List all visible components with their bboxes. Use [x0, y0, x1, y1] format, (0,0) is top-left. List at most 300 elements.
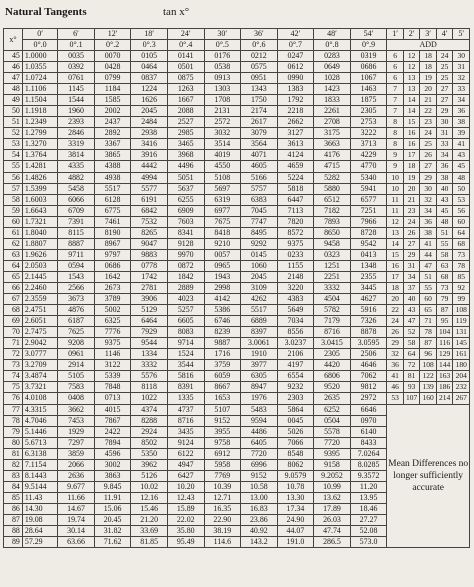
tangent-value-cell: 4.7046: [22, 415, 57, 426]
degree-cell: 88: [4, 526, 23, 537]
tangent-value-cell: 0145: [241, 249, 278, 260]
tangent-value-cell: 5958: [204, 459, 241, 470]
tangent-value-cell: 3032: [204, 128, 241, 139]
tangent-value-cell: 3367: [94, 139, 131, 150]
tangent-value-cell: 10.58: [241, 481, 278, 492]
tangent-value-cell: 6140: [350, 426, 387, 437]
tangent-value-cell: 9152: [204, 415, 241, 426]
tangent-value-cell: 6128: [94, 194, 131, 205]
mean-difference-cell: 144: [436, 360, 453, 371]
tangent-value-cell: 0283: [314, 51, 351, 62]
mean-difference-cell: 27: [420, 161, 437, 172]
mean-difference-cell: 32: [420, 194, 437, 205]
tangent-value-cell: 6909: [167, 205, 204, 216]
mean-difference-cell: 16: [387, 260, 404, 271]
mean-difference-cell: 81: [403, 371, 420, 382]
tangent-value-cell: 6554: [277, 371, 314, 382]
mean-difference-cell: 15: [387, 249, 404, 260]
tangent-value-cell: 1383: [277, 84, 314, 95]
mean-difference-cell: 26: [420, 150, 437, 161]
tangent-value-cell: 9.5144: [22, 481, 57, 492]
mean-difference-cell: 18: [387, 282, 404, 293]
tangent-value-cell: 3906: [131, 294, 168, 305]
mean-difference-cell: 17: [387, 271, 404, 282]
tangent-value-cell: 12.16: [131, 492, 168, 503]
tangent-value-cell: 8.1443: [22, 470, 57, 481]
mean-difference-cell: 34: [420, 205, 437, 216]
tangent-value-cell: 5350: [131, 448, 168, 459]
mean-difference-cell: 20: [403, 183, 420, 194]
mean-difference-cell: 40: [403, 294, 420, 305]
tangent-value-cell: 0035: [58, 51, 95, 62]
page-title: Natural Tangents: [5, 6, 87, 18]
tangent-value-cell: 8967: [94, 238, 131, 249]
header-diff-minute-cell: 1′: [387, 29, 404, 40]
tangent-value-cell: 8650: [314, 227, 351, 238]
tangent-value-cell: 191.0: [277, 537, 314, 548]
tangent-value-cell: 2.7475: [22, 327, 57, 338]
tangent-value-cell: 8418: [204, 227, 241, 238]
mean-difference-cell: 15: [403, 117, 420, 128]
tangent-value-cell: 81.85: [131, 537, 168, 548]
tangent-value-cell: 19.74: [58, 514, 95, 525]
degree-cell: 72: [4, 349, 23, 360]
tangent-value-cell: 1.3764: [22, 150, 57, 161]
degree-cell: 52: [4, 128, 23, 139]
tangent-value-cell: 1348: [350, 260, 387, 271]
tangent-value-cell: 3968: [167, 150, 204, 161]
tangent-value-cell: 2972: [350, 393, 387, 404]
tangent-value-cell: 5105: [58, 371, 95, 382]
mean-difference-cell: 18: [403, 161, 420, 172]
tangent-value-cell: 9152: [241, 470, 278, 481]
tangent-value-cell: 1334: [131, 349, 168, 360]
tangent-value-cell: 44.07: [277, 526, 314, 537]
mean-difference-cell: 204: [453, 371, 470, 382]
tangent-value-cell: 3814: [58, 150, 95, 161]
tangent-value-cell: 4176: [314, 150, 351, 161]
tangent-value-cell: 8397: [241, 327, 278, 338]
mean-difference-cell: 7: [387, 106, 404, 117]
tangent-value-cell: 1028: [314, 73, 351, 84]
header-decimal-degree-cell: 0°.9: [350, 40, 387, 51]
mean-difference-cell: 20: [387, 294, 404, 305]
tangent-value-cell: 8667: [204, 382, 241, 393]
tangent-value-cell: 2.9042: [22, 338, 57, 349]
tangent-value-cell: 15.46: [131, 503, 168, 514]
tangent-value-cell: 1929: [58, 426, 95, 437]
tangent-value-cell: 26.03: [314, 514, 351, 525]
tangent-value-cell: 2.4751: [22, 305, 57, 316]
header-diff-minute-cell: 4′: [436, 29, 453, 40]
tangent-value-cell: 9.0579: [277, 470, 314, 481]
mean-difference-cell: 139: [420, 382, 437, 393]
tangent-value-cell: 5386: [204, 305, 241, 316]
tangent-value-cell: 2148: [277, 271, 314, 282]
tangent-value-cell: 4124: [277, 150, 314, 161]
tangent-value-cell: 4.0108: [22, 393, 57, 404]
tangent-value-cell: 1.0724: [22, 73, 57, 84]
tangent-value-cell: 7929: [131, 327, 168, 338]
tangent-value-cell: 7.0264: [350, 448, 387, 459]
mean-difference-cell: 31: [403, 260, 420, 271]
header-decimal-degree-cell: 0°.0: [22, 40, 57, 51]
mean-difference-cell: 22: [420, 106, 437, 117]
mean-difference-cell: 145: [453, 338, 470, 349]
mean-difference-cell: 36: [436, 161, 453, 172]
mean-difference-cell: 99: [453, 294, 470, 305]
mean-difference-cell: 160: [420, 393, 437, 404]
tangent-value-cell: 15.06: [94, 503, 131, 514]
tangent-value-cell: 2527: [167, 117, 204, 128]
tangent-value-cell: 2506: [350, 349, 387, 360]
mean-difference-cell: 8: [387, 139, 404, 150]
tangent-value-cell: 63.66: [58, 537, 95, 548]
tangent-value-cell: 6252: [314, 404, 351, 415]
header-decimal-degree-cell: 0°.1: [58, 40, 95, 51]
mean-difference-cell: 41: [420, 238, 437, 249]
header-decimal-degree-cell: 0°.4: [167, 40, 204, 51]
table-row: [4, 216, 470, 227]
degree-cell: 58: [4, 194, 23, 205]
tangent-value-cell: 2393: [58, 117, 95, 128]
tangent-value-cell: 0212: [241, 51, 278, 62]
tangent-value-cell: 12.43: [167, 492, 204, 503]
tangent-value-cell: 10.02: [131, 481, 168, 492]
table-row: [4, 95, 470, 106]
degree-cell: 76: [4, 393, 23, 404]
mean-difference-cell: 51: [420, 271, 437, 282]
mean-difference-cell: 232: [453, 382, 470, 393]
tangent-value-cell: 1.4826: [22, 172, 57, 183]
tangent-value-cell: 5577: [131, 183, 168, 194]
tangent-value-cell: 1626: [131, 95, 168, 106]
tangent-value-cell: 0176: [204, 51, 241, 62]
tangent-value-cell: 22.02: [167, 514, 204, 525]
tangent-value-cell: 4335: [58, 161, 95, 172]
header-diff-minute-cell: 2′: [403, 29, 420, 40]
tangent-value-cell: 0105: [131, 51, 168, 62]
tangent-value-cell: 9887: [204, 338, 241, 349]
tangent-value-cell: 10.20: [167, 481, 204, 492]
tangent-value-cell: 2.2460: [22, 282, 57, 293]
tangent-value-cell: 17.34: [277, 503, 314, 514]
tangent-value-cell: 2.1445: [22, 271, 57, 282]
mean-difference-cell: 9: [387, 161, 404, 172]
mean-difference-cell: 14: [403, 95, 420, 106]
degree-cell: 51: [4, 117, 23, 128]
mean-difference-cell: 122: [420, 371, 437, 382]
tangent-value-cell: 2985: [167, 128, 204, 139]
tangent-value-cell: 7326: [350, 316, 387, 327]
header-minute-cell: 54′: [350, 29, 387, 40]
tangent-value-cell: 3122: [94, 360, 131, 371]
tangent-value-cell: 8947: [241, 382, 278, 393]
tangent-value-cell: 0464: [131, 62, 168, 73]
tangent-value-cell: 7747: [241, 216, 278, 227]
mean-difference-cell: 12: [403, 62, 420, 73]
tangent-value-cell: 4486: [241, 426, 278, 437]
tangent-value-cell: 0392: [58, 62, 95, 73]
mean-difference-cell: 39: [453, 128, 470, 139]
tangent-value-cell: 7453: [58, 415, 95, 426]
tangent-value-cell: 24.90: [277, 514, 314, 525]
tangent-value-cell: 8062: [277, 459, 314, 470]
mean-difference-cell: 48: [453, 172, 470, 183]
tangent-value-cell: 2924: [131, 426, 168, 437]
header-degree-cell: x°: [4, 29, 23, 51]
degree-cell: 47: [4, 73, 23, 84]
tangent-value-cell: 8115: [58, 227, 95, 238]
tangent-value-cell: 0965: [204, 260, 241, 271]
degree-cell: 81: [4, 448, 23, 459]
tangent-value-cell: 8.0285: [350, 459, 387, 470]
tangent-value-cell: 9232: [277, 382, 314, 393]
mean-difference-cell: 34: [403, 271, 420, 282]
mean-difference-cell: 29: [420, 172, 437, 183]
mean-difference-cell: 19: [403, 172, 420, 183]
tangent-value-cell: 1960: [58, 106, 95, 117]
tangent-value-cell: 7179: [314, 316, 351, 327]
mean-difference-cell: 24: [420, 128, 437, 139]
table-row: [4, 227, 470, 238]
tangent-value-cell: 3465: [167, 139, 204, 150]
tangent-value-cell: 4442: [131, 161, 168, 172]
tangent-value-cell: 0951: [241, 73, 278, 84]
mean-difference-cell: 25: [420, 139, 437, 150]
degree-cell: 57: [4, 183, 23, 194]
tangent-value-cell: 5282: [314, 172, 351, 183]
tangent-value-cell: 31.82: [94, 526, 131, 537]
tangent-value-cell: 6746: [204, 316, 241, 327]
tangent-value-cell: 1910: [241, 349, 278, 360]
header-minute-cell: 12′: [94, 29, 131, 40]
tangent-value-cell: 9520: [314, 382, 351, 393]
tangent-value-cell: 0686: [94, 260, 131, 271]
tangent-value-cell: 1.5399: [22, 183, 57, 194]
tangent-value-cell: 2484: [131, 117, 168, 128]
header-minute-cell: 42′: [277, 29, 314, 40]
mean-difference-cell: 16: [403, 139, 420, 150]
tangent-value-cell: 4715: [314, 161, 351, 172]
tangent-value-cell: 11.66: [58, 492, 95, 503]
mean-difference-cell: 107: [403, 393, 420, 404]
tangent-value-cell: 5051: [167, 172, 204, 183]
tangent-value-cell: 1875: [350, 95, 387, 106]
tangent-value-cell: 3127: [277, 128, 314, 139]
mean-difference-cell: 36: [387, 360, 404, 371]
mean-difference-cell: 8: [387, 128, 404, 139]
tangent-value-cell: 2437: [94, 117, 131, 128]
mean-difference-cell: 47: [420, 260, 437, 271]
mean-difference-cell: 11: [387, 205, 404, 216]
mean-difference-cell: 40: [436, 183, 453, 194]
tangent-value-cell: 3713: [350, 139, 387, 150]
tangent-value-cell: 1.6003: [22, 194, 57, 205]
tangent-value-cell: 33.69: [131, 526, 168, 537]
tangent-value-cell: 1463: [350, 84, 387, 95]
tangent-value-cell: 6319: [204, 194, 241, 205]
tangent-value-cell: 6464: [131, 316, 168, 327]
tangent-value-cell: 11.43: [22, 492, 57, 503]
mean-difference-cell: 31: [436, 128, 453, 139]
mean-difference-cell: 267: [453, 393, 470, 404]
tangent-value-cell: 6447: [277, 194, 314, 205]
tangent-value-cell: 3.4874: [22, 371, 57, 382]
mean-difference-cell: 55: [420, 282, 437, 293]
tangent-value-cell: 2572: [204, 117, 241, 128]
tangent-value-cell: 3863: [94, 470, 131, 481]
tangent-value-cell: 7066: [277, 437, 314, 448]
tangent-value-cell: 1742: [131, 271, 168, 282]
table-row: [4, 404, 470, 415]
mean-difference-cell: 108: [420, 360, 437, 371]
degree-cell: 77: [4, 404, 23, 415]
tangent-value-cell: 9158: [314, 459, 351, 470]
tangent-value-cell: 0913: [204, 73, 241, 84]
tangent-value-cell: 1543: [58, 271, 95, 282]
mean-difference-cell: 19: [420, 73, 437, 84]
mean-difference-cell: 93: [403, 382, 420, 393]
tangent-value-cell: 6806: [314, 371, 351, 382]
tangent-value-cell: 1263: [167, 84, 204, 95]
tangent-value-cell: 2617: [241, 117, 278, 128]
tangent-value-cell: 1423: [314, 84, 351, 95]
tangent-value-cell: 1145: [58, 84, 95, 95]
header: [0, 0, 474, 27]
tangent-value-cell: 2002: [94, 106, 131, 117]
tangent-value-cell: 2914: [58, 360, 95, 371]
tangent-value-cell: 3.0777: [22, 349, 57, 360]
tangent-value-cell: 3865: [94, 150, 131, 161]
tangent-value-cell: 8083: [167, 327, 204, 338]
tangent-value-cell: 1708: [204, 95, 241, 106]
mean-difference-cell: 79: [436, 294, 453, 305]
tangent-value-cell: 2303: [277, 393, 314, 404]
mean-difference-cell: 64: [403, 349, 420, 360]
tangent-value-cell: 2662: [277, 117, 314, 128]
tangent-value-cell: 6842: [131, 205, 168, 216]
tangent-value-cell: 3.0061: [241, 338, 278, 349]
tangent-value-cell: 0408: [58, 393, 95, 404]
tangent-value-cell: 7720: [241, 448, 278, 459]
mean-difference-cell: 51: [436, 227, 453, 238]
tangent-value-cell: 1.3270: [22, 139, 57, 150]
tangent-value-cell: 3416: [131, 139, 168, 150]
header-minute-cell: 30′: [204, 29, 241, 40]
tangent-value-cell: 0538: [204, 62, 241, 73]
mean-difference-cell: 13: [403, 84, 420, 95]
tangent-value-cell: 13.00: [241, 492, 278, 503]
tangent-value-cell: 4737: [167, 404, 204, 415]
tangent-value-cell: 1716: [204, 349, 241, 360]
tangent-value-cell: 1.8807: [22, 238, 57, 249]
header-decimal-degree-cell: 0°.7: [277, 40, 314, 51]
tangent-value-cell: 7848: [94, 382, 131, 393]
tangent-value-cell: 0799: [94, 73, 131, 84]
tangent-value-cell: 9714: [167, 338, 204, 349]
mean-difference-cell: 129: [436, 349, 453, 360]
mean-difference-cell: 6: [387, 62, 404, 73]
mean-difference-cell: 11: [387, 194, 404, 205]
mean-difference-cell: 48: [436, 216, 453, 227]
tangent-value-cell: 19.08: [22, 514, 57, 525]
tangent-value-cell: 7182: [314, 205, 351, 216]
mean-difference-cell: 12: [387, 216, 404, 227]
tangent-value-cell: 1667: [167, 95, 204, 106]
tangent-value-cell: 3109: [241, 282, 278, 293]
tangent-value-cell: 0428: [94, 62, 131, 73]
header-decimal-degree-cell: 0°.8: [314, 40, 351, 51]
header-row-minutes: [4, 29, 470, 40]
tangent-value-cell: 9970: [167, 249, 204, 260]
tangent-value-cell: 2998: [204, 282, 241, 293]
tangent-value-cell: 6775: [94, 205, 131, 216]
mean-difference-cell: 45: [453, 161, 470, 172]
tangent-value-cell: 1060: [241, 260, 278, 271]
tangent-value-cell: 12.71: [204, 492, 241, 503]
tangent-value-cell: 8548: [277, 448, 314, 459]
mean-difference-cell: 7: [387, 95, 404, 106]
tangent-value-cell: 1976: [241, 393, 278, 404]
tangent-value-cell: 0837: [131, 73, 168, 84]
mean-difference-cell: 8: [387, 117, 404, 128]
tangent-value-cell: 2846: [58, 128, 95, 139]
table-row: [4, 249, 470, 260]
tangent-value-cell: 9458: [314, 238, 351, 249]
mean-difference-cell: 30: [453, 51, 470, 62]
mean-difference-cell: 64: [453, 227, 470, 238]
degree-cell: 85: [4, 492, 23, 503]
tangent-value-cell: 0141: [167, 51, 204, 62]
degree-cell: 73: [4, 360, 23, 371]
tangent-value-cell: 0778: [131, 260, 168, 271]
tangent-value-cell: 8887: [58, 238, 95, 249]
tangent-value-cell: 0323: [314, 249, 351, 260]
mean-difference-cell: 63: [436, 260, 453, 271]
tangent-value-cell: 286.5: [314, 537, 351, 548]
tangent-value-cell: 8341: [167, 227, 204, 238]
table-row: [4, 393, 470, 404]
tangent-value-cell: 6977: [204, 205, 241, 216]
tangent-value-cell: 5697: [204, 183, 241, 194]
degree-cell: 63: [4, 249, 23, 260]
tangent-value-cell: 9047: [131, 238, 168, 249]
tangent-value-cell: 2131: [204, 106, 241, 117]
tangent-value-cell: 6325: [94, 316, 131, 327]
tangent-value-cell: 0501: [167, 62, 204, 73]
tangent-value-cell: 9.3572: [350, 470, 387, 481]
degree-cell: 60: [4, 216, 23, 227]
table-row: [4, 205, 470, 216]
tangent-value-cell: 9758: [204, 437, 241, 448]
tangent-value-cell: 4383: [277, 294, 314, 305]
tangent-value-cell: 27.27: [350, 514, 387, 525]
tangent-value-cell: 1343: [241, 84, 278, 95]
tangent-value-cell: 7893: [314, 216, 351, 227]
tangent-value-cell: 95.49: [167, 537, 204, 548]
tangent-value-cell: 2218: [277, 106, 314, 117]
tangent-value-cell: 7113: [277, 205, 314, 216]
mean-difference-cell: 25: [436, 62, 453, 73]
degree-cell: 55: [4, 161, 23, 172]
table-row: [4, 183, 470, 194]
tangent-value-cell: 9.845: [94, 481, 131, 492]
tangent-value-cell: 5458: [58, 183, 95, 194]
mean-difference-cell: 50: [453, 183, 470, 194]
mean-difference-cell: 32: [387, 349, 404, 360]
tangent-value-cell: 5129: [131, 305, 168, 316]
